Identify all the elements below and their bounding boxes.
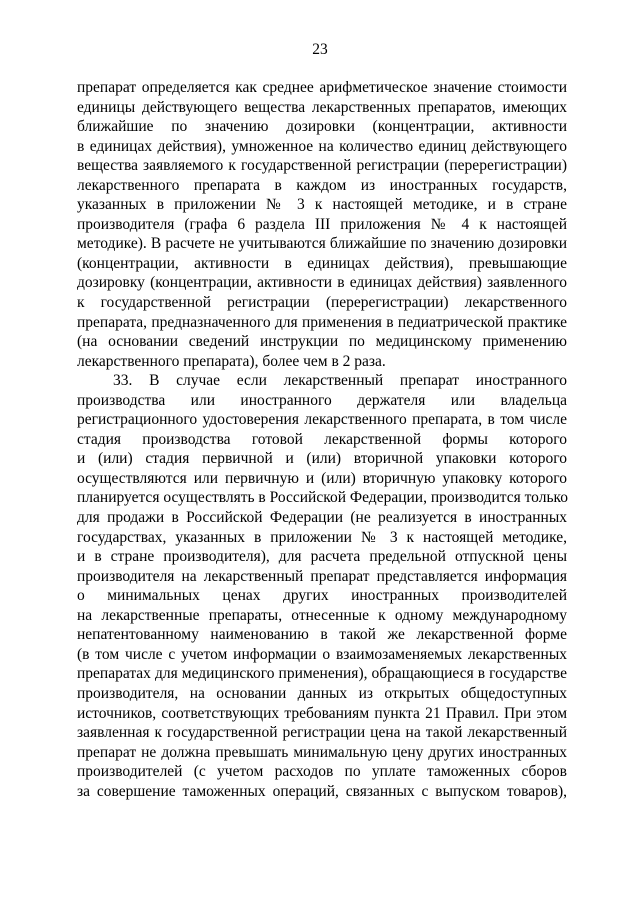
text-line: к государственной регистрации (перерегистрации) лекарственного: [77, 294, 567, 312]
text-line: указанных в приложении № 3 к настоящей методике, и в стране: [77, 196, 567, 214]
paragraph: [77, 371, 567, 801]
text-line: и (или) стадия первичной и (или) вторичной упаковки которого: [77, 450, 567, 468]
text-line: в единицах действия), умноженное на количество единиц действующего: [77, 137, 567, 155]
text-line: препаратах для медицинского применения), обращающиеся в государстве: [77, 665, 567, 683]
text-line: дозировку (концентрации, активности в единицах действия) заявленного: [77, 274, 567, 292]
text-line: 33. В случае если лекарственный препарат иностранного: [113, 372, 567, 390]
text-line: препарата, предназначенного для применения в педиатрической практике: [77, 313, 567, 331]
text-line: препарат определяется как среднее арифметическое значение стоимости: [77, 79, 567, 96]
text-line: государствах, указанных в приложении № 3 к настоящей методике,: [77, 528, 567, 546]
text-line: ближайшие по значению дозировки (концентрации, активности: [77, 118, 567, 136]
text-line: (в том числе с учетом информации о взаимозаменяемых лекарственных: [77, 645, 567, 663]
text-line: лекарственного препарата), более чем в 2 раза.: [77, 352, 386, 370]
text-line: стадия производства готовой лекарственной формы которого: [77, 430, 567, 448]
text-line: источников, соответствующих требованиям пункта 21 Правил. При этом: [77, 704, 567, 722]
text-line: осуществляются или первичную и (или) вторичную упаковку которого: [77, 469, 567, 487]
text-line: лекарственного препарата в каждом из иностранных государств,: [77, 176, 567, 194]
text-line: препарат не должна превышать минимальную цену других иностранных: [77, 743, 567, 761]
text-line: заявленная к государственной регистрации цена на такой лекарственный: [77, 724, 567, 742]
text-line: производителей (с учетом расходов по уплате таможенных сборов: [77, 763, 567, 781]
paragraph: [77, 78, 567, 371]
text-line: о минимальных ценах других иностранных производителей: [77, 587, 567, 605]
text-line: производителя (графа 6 раздела III приложения № 4 к настоящей: [77, 215, 567, 233]
text-line: (концентрации, активности в единицах действия), превышающие: [77, 254, 567, 272]
text-line: вещества заявляемого к государственной регистрации (перерегистрации): [77, 157, 567, 175]
text-line: производства или иностранного держателя или владельца: [77, 391, 567, 409]
text-line: (на основании сведений инструкции по медицинскому применению: [77, 333, 567, 351]
text-line: за совершение таможенных операций, связанных с выпуском товаров),: [77, 782, 567, 800]
text-line: непатентованному наименованию в такой же лекарственной форме: [77, 626, 567, 644]
text-line: методике). В расчете не учитываются ближайшие по значению дозировки: [77, 235, 567, 253]
page-number: 23: [312, 41, 328, 58]
text-line: планируется осуществлять в Российской Федерации, производится только: [77, 489, 569, 507]
text-line: для продажи в Российской Федерации (не реализуется в иностранных: [77, 509, 567, 527]
text-line: производителя на лекарственный препарат представляется информация: [77, 567, 567, 585]
text-line: единицы действующего вещества лекарственных препаратов, имеющих: [77, 98, 567, 116]
document-body: [77, 78, 567, 801]
text-line: производителя, на основании данных из открытых общедоступных: [77, 684, 567, 702]
text-line: регистрационного удостоверения лекарственного препарата, в том числе: [77, 411, 567, 429]
text-line: и в стране производителя), для расчета предельной отпускной цены: [77, 548, 567, 566]
text-line: на лекарственные препараты, отнесенные к одному международному: [77, 606, 567, 624]
